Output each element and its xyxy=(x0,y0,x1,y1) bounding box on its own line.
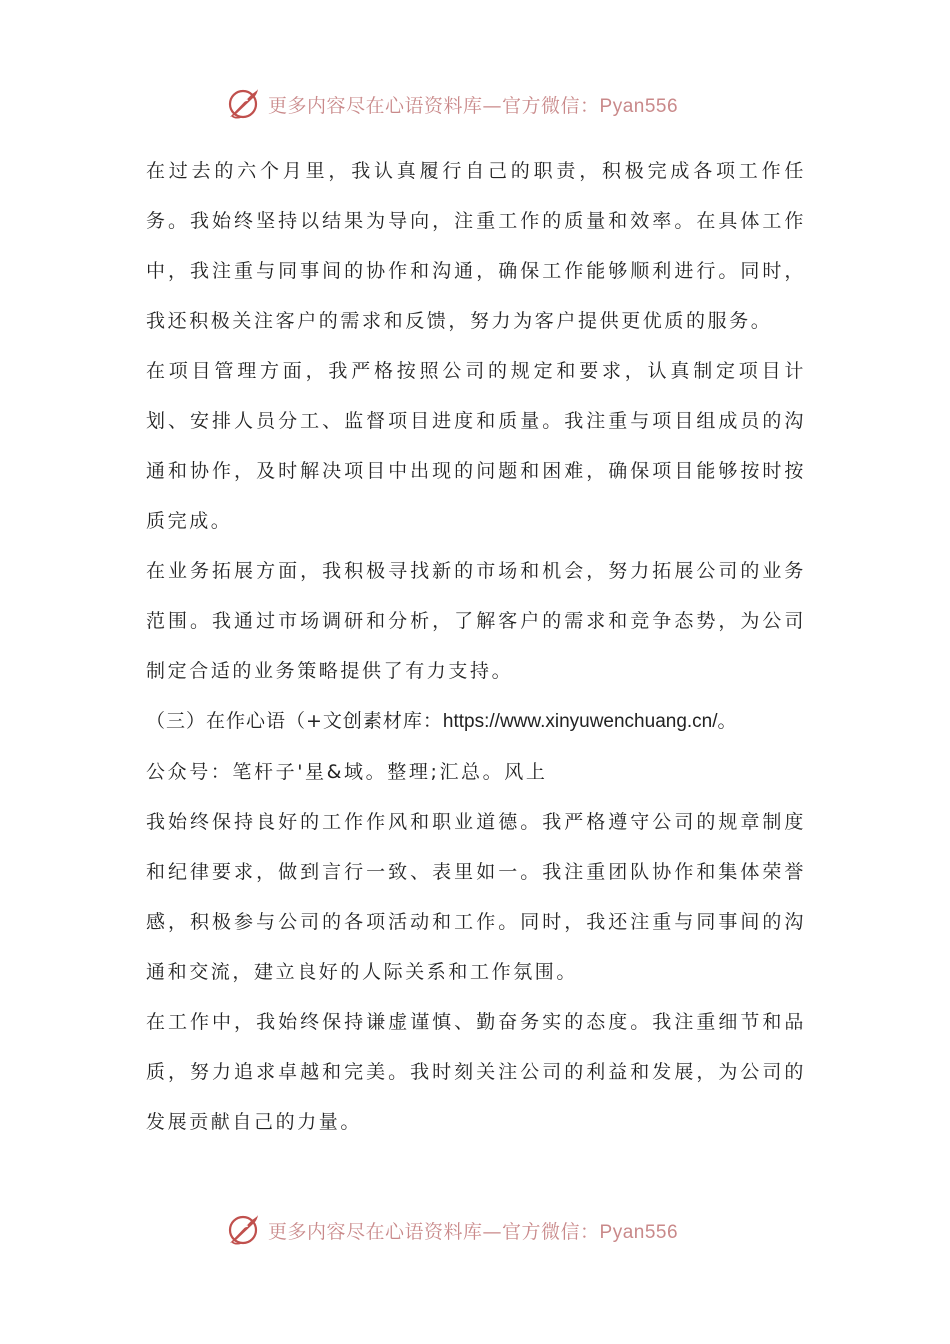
section-heading-url: https://www.xinyuwenchuang.cn/ xyxy=(442,711,718,732)
section-heading-prefix: （三）在作心语（+文创素材库： xyxy=(146,710,443,732)
watermark-contact: Pyan556 xyxy=(599,1221,679,1243)
public-account-line: 公众号：笔杆子'星&域。整理;汇总。风上 xyxy=(146,761,548,783)
watermark-label: 更多内容尽在心语资料库—官方微信： xyxy=(268,1220,600,1243)
watermark-text xyxy=(268,91,678,118)
paragraph: 在业务拓展方面，我积极寻找新的市场和机会，努力拓展公司的业务范围。我通过市场调研和分析，了解客户的需求和竞争态势，为公司制定合适的业务策略提供了有力支持。 xyxy=(146,560,806,682)
header-watermark xyxy=(226,84,746,124)
section-heading-suffix: 。 xyxy=(717,710,738,732)
paragraph: 在项目管理方面，我严格按照公司的规定和要求，认真制定项目计划、安排人员分工、监督项目进度和质量。我注重与项目组成员的沟通和协作，及时解决项目中出现的问题和困难，确保项目能够按时按质完成。 xyxy=(146,360,806,532)
watermark-label: 更多内容尽在心语资料库—官方微信： xyxy=(268,94,600,117)
footer-watermark xyxy=(226,1210,746,1250)
paragraph: 在过去的六个月里，我认真履行自己的职责，积极完成各项工作任务。我始终坚持以结果为导向，注重工作的质量和效率。在具体工作中，我注重与同事间的协作和沟通，确保工作能够顺利进行。同时，我还积极关注客户的需求和反馈，努力为客户提供更优质的服务。 xyxy=(146,160,806,332)
watermark-text xyxy=(268,1217,678,1244)
paragraph: 我始终保持良好的工作作风和职业道德。我严格遵守公司的规章制度和纪律要求，做到言行一致、表里如一。我注重团队协作和集体荣誉感，积极参与公司的各项活动和工作。同时，我还注重与同事间的沟通和交流，建立良好的人际关系和工作氛围。 xyxy=(146,811,806,983)
section-heading xyxy=(146,696,806,747)
quill-logo-icon xyxy=(226,1212,262,1248)
paragraph: 在工作中，我始终保持谦虚谨慎、勤奋务实的态度。我注重细节和品质，努力追求卓越和完美。我时刻关注公司的利益和发展，为公司的发展贡献自己的力量。 xyxy=(146,1011,806,1133)
watermark-contact: Pyan556 xyxy=(599,95,679,117)
quill-logo-icon xyxy=(226,86,262,122)
document-body xyxy=(146,146,806,1147)
